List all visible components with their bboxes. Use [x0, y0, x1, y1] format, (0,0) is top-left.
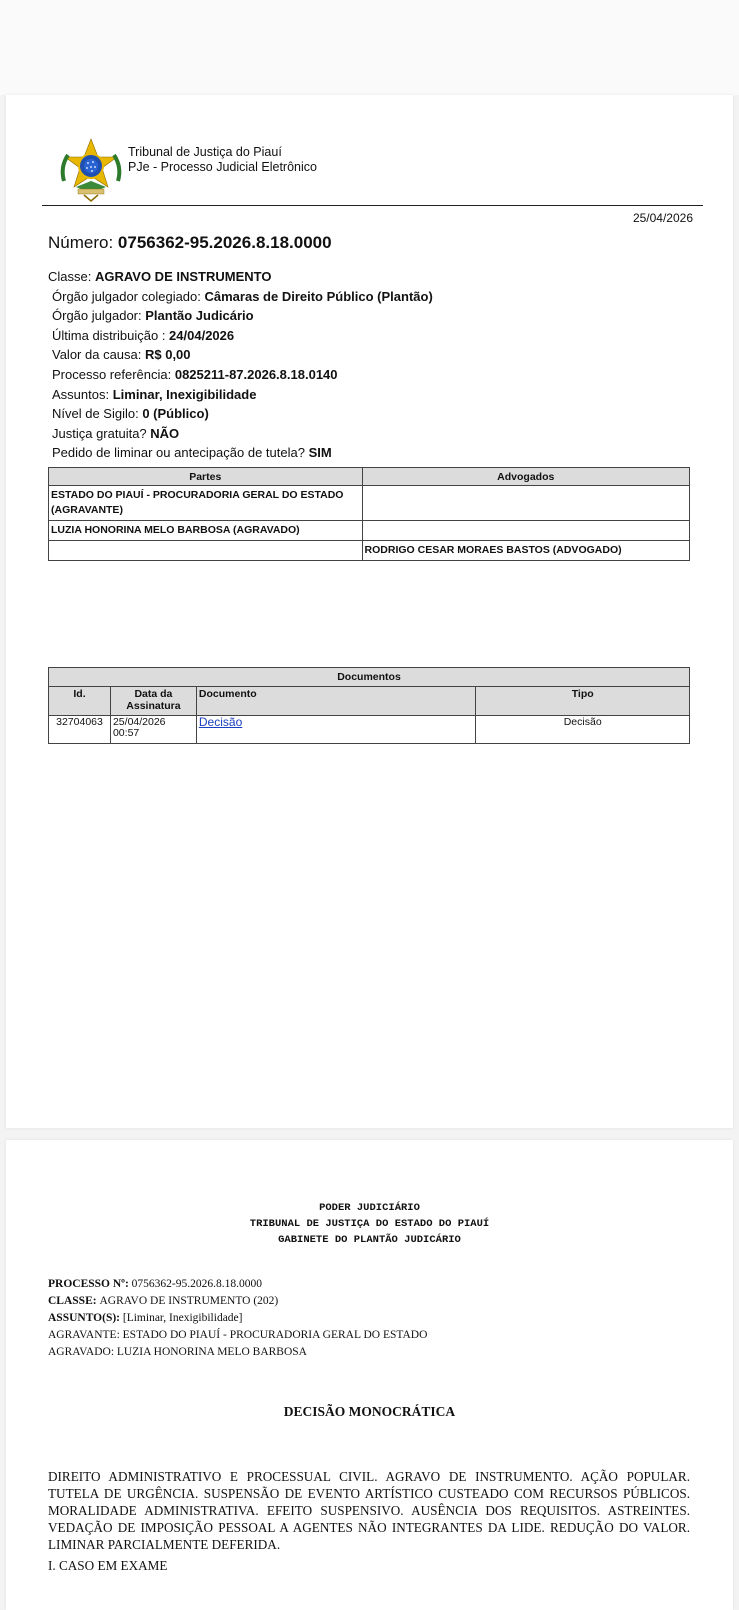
table-title-row	[49, 668, 690, 687]
field-nivel-sigilo	[48, 404, 433, 424]
table-cell: ESTADO DO PIAUÍ - PROCURADORIA GERAL DO ESTADO (AGRAVANTE)	[49, 486, 363, 521]
field-label: Nível de Sigilo:	[52, 406, 143, 422]
field-ultima-distribuicao	[48, 326, 433, 346]
court-header	[128, 145, 317, 175]
field-label: Última distribuição :	[52, 327, 170, 343]
heading-line: TRIBUNAL DE JUSTIÇA DO ESTADO DO PIAUÍ	[249, 1218, 490, 1230]
id-label: ASSUNTO(S):	[48, 1312, 123, 1324]
field-label: Órgão julgador:	[52, 308, 146, 324]
table-cell	[362, 521, 689, 541]
field-value: 0 (Público)	[142, 406, 209, 422]
doc-date-time: 00:57	[112, 727, 140, 739]
doc-name-cell	[196, 716, 475, 744]
id-value: AGRAVANTE: ESTADO DO PIAUÍ - PROCURADORIA GERAL DO ESTADO	[48, 1329, 428, 1341]
id-line	[48, 1293, 427, 1310]
field-orgao-julgador	[48, 306, 433, 326]
id-label: PROCESSO Nº:	[48, 1278, 132, 1290]
court-name: Tribunal de Justiça do Piauí	[128, 145, 282, 159]
field-value: R$ 0,00	[144, 347, 191, 363]
id-line	[48, 1310, 427, 1327]
id-line	[48, 1327, 427, 1344]
field-label: Classe:	[48, 269, 95, 284]
header-date: 25/04/2026	[632, 211, 693, 225]
field-label: Justiça gratuita?	[52, 425, 151, 441]
table-header-row	[49, 687, 690, 716]
doc-date	[110, 716, 196, 744]
id-label: CLASSE:	[48, 1295, 100, 1307]
field-assuntos	[48, 385, 433, 405]
process-number	[48, 233, 332, 253]
field-label: Processo referência:	[52, 366, 175, 382]
header-divider	[42, 205, 703, 206]
decision-page	[6, 1140, 733, 1610]
field-value: NÃO	[150, 425, 180, 441]
table-cell	[49, 541, 363, 561]
doc-link[interactable]: Decisão	[198, 715, 243, 729]
process-fields	[48, 267, 433, 463]
table-row	[49, 716, 690, 744]
field-value: Câmaras de Direito Público (Plantão)	[204, 288, 433, 304]
decision-ementa: DIREITO ADMINISTRATIVO E PROCESSUAL CIVIL. AGRAVO DE INSTRUMENTO. AÇÃO POPULAR. TUTELA DE URGÊNCIA. SUSPENSÃO DE EVENTO ARTÍSTICO CUSTEADO COM RECURSOS PÚBLICOS. MORALIDADE ADMINISTRATIVA. EFEITO SUSPENSIVO. AUSÊNCIA DOS REQUISITOS. ASTREINTES. VEDAÇÃO DE IMPOSIÇÃO PESSOAL A AGENTES NÃO INTEGRANTES DA LIDE. REDUÇÃO DO VALOR. LIMINAR PARCIALMENTE DEFERIDA.	[48, 1469, 690, 1552]
cover-page	[6, 95, 733, 1128]
field-label: Assuntos:	[52, 386, 113, 402]
doc-date-day: 25/04/2026	[112, 716, 166, 728]
field-label: Pedido de liminar ou antecipação de tutela?	[52, 445, 309, 461]
column-header: Data da Assinatura	[110, 687, 196, 716]
id-value: [Liminar, Inexigibilidade]	[122, 1312, 243, 1324]
table-header-row	[49, 468, 690, 486]
field-valor-causa	[48, 345, 433, 365]
system-name: PJe - Processo Judicial Eletrônico	[128, 160, 317, 174]
doc-type: Decisão	[476, 716, 690, 744]
table-row	[49, 541, 690, 561]
process-number-label: Número:	[48, 233, 114, 252]
column-header: Id.	[49, 687, 111, 716]
table-cell	[362, 486, 689, 521]
field-value: AGRAVO DE INSTRUMENTO	[94, 269, 272, 284]
field-value: Liminar, Inexigibilidade	[112, 386, 257, 402]
partes-table	[48, 467, 690, 561]
table-cell: LUZIA HONORINA MELO BARBOSA (AGRAVADO)	[49, 521, 363, 541]
column-header: Tipo	[476, 687, 690, 716]
column-header: Documento	[196, 687, 475, 716]
decision-identification	[48, 1276, 427, 1361]
field-label: Órgão julgador colegiado:	[52, 288, 205, 304]
field-orgao-colegiado	[48, 287, 433, 307]
process-number-value: 0756362-95.2026.8.18.0000	[117, 233, 332, 252]
decision-title: DECISÃO MONOCRÁTICA	[283, 1404, 456, 1419]
section-heading: I. CASO EM EXAME	[48, 1558, 168, 1573]
brazil-coat-of-arms-icon	[56, 137, 126, 203]
id-value: AGRAVADO: LUZIA HONORINA MELO BARBOSA	[48, 1346, 307, 1358]
top-margin	[0, 0, 739, 95]
field-value: Plantão Judicário	[145, 308, 254, 324]
field-pedido-liminar	[48, 443, 433, 463]
table-row	[49, 521, 690, 541]
documentos-table	[48, 667, 690, 744]
field-value: SIM	[308, 445, 332, 461]
field-processo-referencia	[48, 365, 433, 385]
field-classe	[48, 267, 433, 287]
table-cell: RODRIGO CESAR MORAES BASTOS (ADVOGADO)	[362, 541, 689, 561]
column-header: Partes	[49, 468, 363, 486]
id-value: AGRAVO DE INSTRUMENTO (202)	[99, 1295, 279, 1307]
field-value: 0825211-87.2026.8.18.0140	[174, 366, 338, 382]
id-line	[48, 1344, 427, 1361]
doc-id: 32704063	[49, 716, 111, 744]
id-line	[48, 1276, 427, 1293]
heading-line: PODER JUDICIÁRIO	[319, 1202, 420, 1214]
column-header: Advogados	[362, 468, 689, 486]
field-justica-gratuita	[48, 424, 433, 444]
heading-line: GABINETE DO PLANTÃO JUDICÁRIO	[278, 1234, 461, 1246]
decision-heading	[6, 1200, 733, 1248]
field-value: 24/04/2026	[169, 327, 235, 343]
table-title: Documentos	[49, 668, 690, 687]
id-value: 0756362-95.2026.8.18.0000	[131, 1278, 263, 1290]
table-row	[49, 486, 690, 521]
field-label: Valor da causa:	[52, 347, 145, 363]
